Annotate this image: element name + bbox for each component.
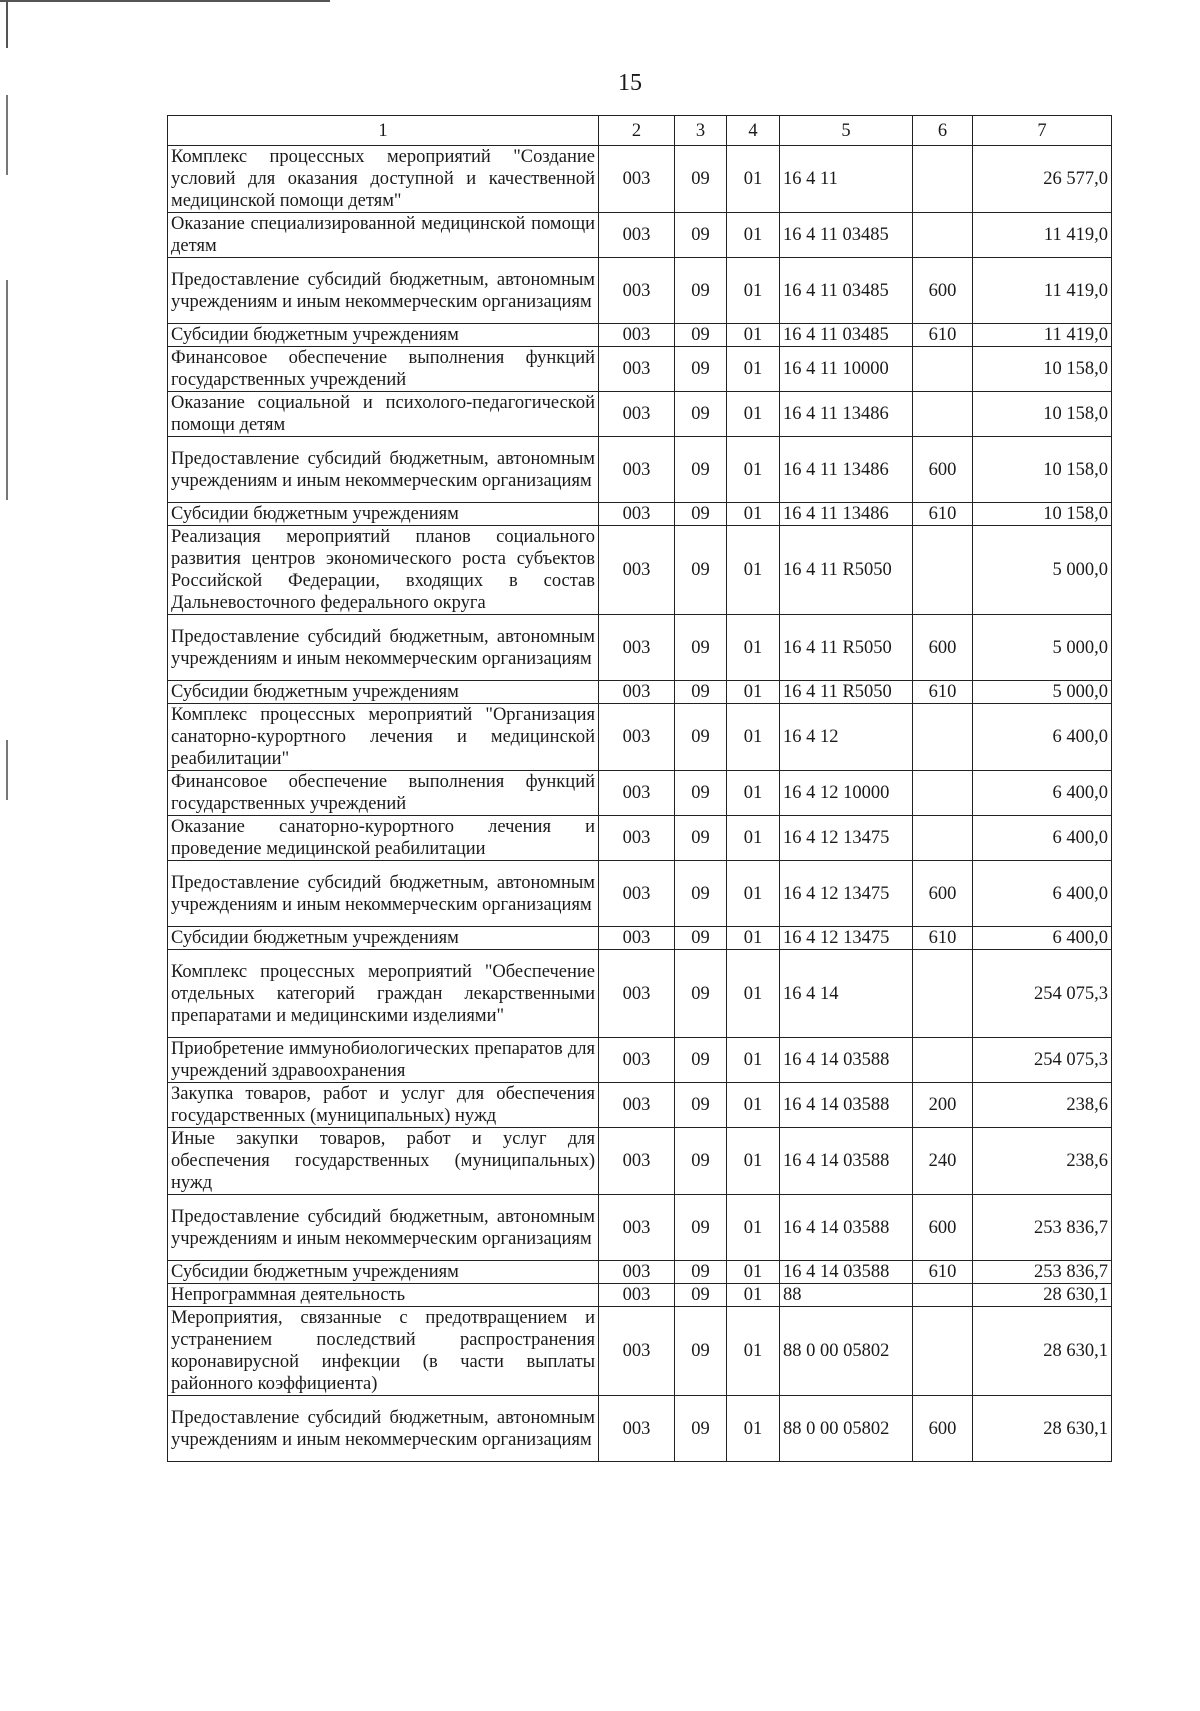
- cell-admin-code: 003: [599, 258, 675, 324]
- cell-admin-code: 003: [599, 1195, 675, 1261]
- cell-amount: 10 158,0: [973, 392, 1112, 437]
- cell-section: 09: [675, 927, 727, 950]
- cell-target-article: 16 4 11 03485: [780, 213, 913, 258]
- cell-admin-code: 003: [599, 503, 675, 526]
- row-description: Субсидии бюджетным учреждениям: [168, 681, 599, 704]
- table-row: [168, 392, 1112, 437]
- row-description: Оказание социальной и психолого-педагогической помощи детям: [168, 392, 599, 437]
- cell-expense-type: 610: [913, 927, 973, 950]
- cell-subsection: 01: [727, 1038, 780, 1083]
- cell-expense-type: 600: [913, 615, 973, 681]
- row-description: Комплекс процессных мероприятий "Создание условий для оказания доступной и качественной медицинской помощи детям": [168, 146, 599, 213]
- cell-section: 09: [675, 213, 727, 258]
- cell-admin-code: 003: [599, 927, 675, 950]
- cell-expense-type: 610: [913, 503, 973, 526]
- row-description: Предоставление субсидий бюджетным, автономным учреждениям и иным некоммерческим организациям: [168, 437, 599, 503]
- cell-subsection: 01: [727, 927, 780, 950]
- cell-amount: 28 630,1: [973, 1284, 1112, 1307]
- cell-section: 09: [675, 1396, 727, 1462]
- table-row: [168, 1195, 1112, 1261]
- cell-subsection: 01: [727, 771, 780, 816]
- cell-section: 09: [675, 503, 727, 526]
- cell-section: 09: [675, 437, 727, 503]
- cell-amount: 5 000,0: [973, 615, 1112, 681]
- cell-subsection: 01: [727, 1128, 780, 1195]
- scan-artifact-top: [0, 0, 330, 5]
- cell-section: 09: [675, 771, 727, 816]
- column-header: 4: [727, 116, 780, 146]
- cell-target-article: 88 0 00 05802: [780, 1307, 913, 1396]
- cell-target-article: 16 4 12 13475: [780, 927, 913, 950]
- table-row: [168, 1083, 1112, 1128]
- cell-section: 09: [675, 615, 727, 681]
- row-description: Субсидии бюджетным учреждениям: [168, 1261, 599, 1284]
- cell-subsection: 01: [727, 258, 780, 324]
- cell-section: 09: [675, 324, 727, 347]
- table-row: [168, 437, 1112, 503]
- column-header: 2: [599, 116, 675, 146]
- cell-target-article: 16 4 11 13486: [780, 392, 913, 437]
- cell-target-article: 16 4 12: [780, 704, 913, 771]
- table-row: [168, 1128, 1112, 1195]
- cell-section: 09: [675, 1261, 727, 1284]
- table-row: [168, 1261, 1112, 1284]
- cell-expense-type: [913, 146, 973, 213]
- table-row: [168, 503, 1112, 526]
- row-description: Иные закупки товаров, работ и услуг для обеспечения государственных (муниципальных) нужд: [168, 1128, 599, 1195]
- cell-subsection: 01: [727, 324, 780, 347]
- row-description: Предоставление субсидий бюджетным, автономным учреждениям и иным некоммерческим организациям: [168, 258, 599, 324]
- cell-amount: 238,6: [973, 1128, 1112, 1195]
- row-description: Мероприятия, связанные с предотвращением и устранением последствий распространения коронавирусной инфекции (в части выплаты районного коэффициента): [168, 1307, 599, 1396]
- cell-expense-type: [913, 704, 973, 771]
- cell-expense-type: 600: [913, 258, 973, 324]
- cell-subsection: 01: [727, 1083, 780, 1128]
- scan-artifact-mark: [6, 95, 8, 175]
- cell-subsection: 01: [727, 1284, 780, 1307]
- cell-subsection: 01: [727, 950, 780, 1038]
- cell-target-article: 88 0 00 05802: [780, 1396, 913, 1462]
- column-header: 3: [675, 116, 727, 146]
- table-row: [168, 1307, 1112, 1396]
- budget-table: [167, 115, 1112, 1462]
- column-header: 6: [913, 116, 973, 146]
- cell-subsection: 01: [727, 437, 780, 503]
- cell-subsection: 01: [727, 615, 780, 681]
- cell-amount: 26 577,0: [973, 146, 1112, 213]
- cell-amount: 11 419,0: [973, 258, 1112, 324]
- cell-target-article: 16 4 14 03588: [780, 1195, 913, 1261]
- cell-admin-code: 003: [599, 324, 675, 347]
- row-description: Оказание санаторно-курортного лечения и проведение медицинской реабилитации: [168, 816, 599, 861]
- row-description: Финансовое обеспечение выполнения функций государственных учреждений: [168, 771, 599, 816]
- cell-amount: 11 419,0: [973, 324, 1112, 347]
- row-description: Предоставление субсидий бюджетным, автономным учреждениям и иным некоммерческим организациям: [168, 1396, 599, 1462]
- cell-target-article: 16 4 11 10000: [780, 347, 913, 392]
- cell-admin-code: 003: [599, 861, 675, 927]
- cell-subsection: 01: [727, 1261, 780, 1284]
- cell-admin-code: 003: [599, 526, 675, 615]
- cell-amount: 6 400,0: [973, 704, 1112, 771]
- cell-section: 09: [675, 146, 727, 213]
- cell-section: 09: [675, 681, 727, 704]
- cell-target-article: 16 4 11 13486: [780, 437, 913, 503]
- table-row: [168, 615, 1112, 681]
- cell-admin-code: 003: [599, 347, 675, 392]
- cell-amount: 6 400,0: [973, 771, 1112, 816]
- cell-amount: 253 836,7: [973, 1261, 1112, 1284]
- cell-target-article: 16 4 14 03588: [780, 1083, 913, 1128]
- row-description: Предоставление субсидий бюджетным, автономным учреждениям и иным некоммерческим организациям: [168, 1195, 599, 1261]
- column-header: 1: [168, 116, 599, 146]
- table-header-row: [168, 116, 1112, 146]
- cell-target-article: 16 4 12 10000: [780, 771, 913, 816]
- page-number: 15: [618, 70, 642, 96]
- cell-admin-code: 003: [599, 615, 675, 681]
- cell-section: 09: [675, 1083, 727, 1128]
- cell-admin-code: 003: [599, 816, 675, 861]
- table-row: [168, 950, 1112, 1038]
- cell-section: 09: [675, 1284, 727, 1307]
- cell-admin-code: 003: [599, 1284, 675, 1307]
- cell-expense-type: [913, 392, 973, 437]
- cell-admin-code: 003: [599, 771, 675, 816]
- row-description: Оказание специализированной медицинской помощи детям: [168, 213, 599, 258]
- cell-amount: 238,6: [973, 1083, 1112, 1128]
- cell-admin-code: 003: [599, 146, 675, 213]
- cell-admin-code: 003: [599, 1307, 675, 1396]
- table-row: [168, 347, 1112, 392]
- cell-target-article: 16 4 11 03485: [780, 258, 913, 324]
- cell-expense-type: 600: [913, 1396, 973, 1462]
- cell-admin-code: 003: [599, 1128, 675, 1195]
- table-row: [168, 324, 1112, 347]
- cell-target-article: 16 4 11 13486: [780, 503, 913, 526]
- cell-admin-code: 003: [599, 1038, 675, 1083]
- cell-amount: 253 836,7: [973, 1195, 1112, 1261]
- cell-section: 09: [675, 392, 727, 437]
- table-row: [168, 146, 1112, 213]
- cell-expense-type: [913, 347, 973, 392]
- cell-subsection: 01: [727, 347, 780, 392]
- table-row: [168, 681, 1112, 704]
- cell-target-article: 16 4 11: [780, 146, 913, 213]
- cell-admin-code: 003: [599, 681, 675, 704]
- table-row: [168, 771, 1112, 816]
- cell-section: 09: [675, 1128, 727, 1195]
- cell-amount: 254 075,3: [973, 1038, 1112, 1083]
- cell-section: 09: [675, 526, 727, 615]
- cell-target-article: 16 4 14 03588: [780, 1038, 913, 1083]
- row-description: Субсидии бюджетным учреждениям: [168, 927, 599, 950]
- cell-admin-code: 003: [599, 1396, 675, 1462]
- cell-section: 09: [675, 1038, 727, 1083]
- cell-target-article: 16 4 14 03588: [780, 1128, 913, 1195]
- cell-expense-type: [913, 213, 973, 258]
- row-description: Финансовое обеспечение выполнения функций государственных учреждений: [168, 347, 599, 392]
- column-header: 7: [973, 116, 1112, 146]
- cell-target-article: 16 4 11 03485: [780, 324, 913, 347]
- cell-expense-type: 610: [913, 324, 973, 347]
- cell-section: 09: [675, 950, 727, 1038]
- cell-expense-type: [913, 526, 973, 615]
- row-description: Предоставление субсидий бюджетным, автономным учреждениям и иным некоммерческим организациям: [168, 861, 599, 927]
- cell-subsection: 01: [727, 704, 780, 771]
- cell-amount: 28 630,1: [973, 1307, 1112, 1396]
- row-description: Реализация мероприятий планов социального развития центров экономического роста субъектов Российской Федерации, входящих в состав Дальневосточного федерального округа: [168, 526, 599, 615]
- table-row: [168, 213, 1112, 258]
- cell-subsection: 01: [727, 1307, 780, 1396]
- cell-section: 09: [675, 704, 727, 771]
- cell-amount: 6 400,0: [973, 861, 1112, 927]
- row-description: Закупка товаров, работ и услуг для обеспечения государственных (муниципальных) нужд: [168, 1083, 599, 1128]
- cell-target-article: 16 4 11 R5050: [780, 681, 913, 704]
- cell-subsection: 01: [727, 392, 780, 437]
- cell-section: 09: [675, 816, 727, 861]
- cell-admin-code: 003: [599, 704, 675, 771]
- cell-expense-type: 600: [913, 861, 973, 927]
- cell-expense-type: 200: [913, 1083, 973, 1128]
- row-description: Предоставление субсидий бюджетным, автономным учреждениям и иным некоммерческим организациям: [168, 615, 599, 681]
- cell-subsection: 01: [727, 503, 780, 526]
- cell-amount: 5 000,0: [973, 681, 1112, 704]
- row-description: Комплекс процессных мероприятий "Обеспечение отдельных категорий граждан лекарственными препаратами и медицинскими изделиями": [168, 950, 599, 1038]
- cell-subsection: 01: [727, 146, 780, 213]
- scan-artifact-left: [6, 0, 8, 48]
- cell-amount: 10 158,0: [973, 503, 1112, 526]
- cell-amount: 254 075,3: [973, 950, 1112, 1038]
- row-description: Непрограммная деятельность: [168, 1284, 599, 1307]
- cell-amount: 5 000,0: [973, 526, 1112, 615]
- table-row: [168, 526, 1112, 615]
- cell-target-article: 16 4 12 13475: [780, 816, 913, 861]
- table-row: [168, 1396, 1112, 1462]
- cell-amount: 11 419,0: [973, 213, 1112, 258]
- cell-expense-type: [913, 1307, 973, 1396]
- table-row: [168, 816, 1112, 861]
- cell-admin-code: 003: [599, 437, 675, 503]
- cell-expense-type: [913, 950, 973, 1038]
- cell-subsection: 01: [727, 526, 780, 615]
- cell-amount: 6 400,0: [973, 816, 1112, 861]
- cell-expense-type: 600: [913, 1195, 973, 1261]
- cell-subsection: 01: [727, 213, 780, 258]
- cell-admin-code: 003: [599, 1261, 675, 1284]
- cell-target-article: 16 4 11 R5050: [780, 526, 913, 615]
- table-row: [168, 927, 1112, 950]
- row-description: Приобретение иммунобиологических препаратов для учреждений здравоохранения: [168, 1038, 599, 1083]
- cell-target-article: 16 4 14 03588: [780, 1261, 913, 1284]
- cell-target-article: 16 4 14: [780, 950, 913, 1038]
- table-row: [168, 258, 1112, 324]
- table-row: [168, 1284, 1112, 1307]
- cell-target-article: 88: [780, 1284, 913, 1307]
- cell-expense-type: [913, 1284, 973, 1307]
- table-row: [168, 861, 1112, 927]
- cell-amount: 6 400,0: [973, 927, 1112, 950]
- cell-admin-code: 003: [599, 392, 675, 437]
- cell-section: 09: [675, 258, 727, 324]
- cell-expense-type: 610: [913, 681, 973, 704]
- scan-artifact-mark: [6, 740, 8, 800]
- row-description: Субсидии бюджетным учреждениям: [168, 324, 599, 347]
- column-header: 5: [780, 116, 913, 146]
- cell-amount: 10 158,0: [973, 347, 1112, 392]
- cell-expense-type: [913, 771, 973, 816]
- cell-admin-code: 003: [599, 1083, 675, 1128]
- cell-expense-type: 240: [913, 1128, 973, 1195]
- table-row: [168, 1038, 1112, 1083]
- cell-subsection: 01: [727, 816, 780, 861]
- cell-admin-code: 003: [599, 213, 675, 258]
- cell-subsection: 01: [727, 861, 780, 927]
- cell-subsection: 01: [727, 681, 780, 704]
- cell-section: 09: [675, 861, 727, 927]
- cell-admin-code: 003: [599, 950, 675, 1038]
- cell-expense-type: [913, 816, 973, 861]
- row-description: Субсидии бюджетным учреждениям: [168, 503, 599, 526]
- cell-expense-type: 600: [913, 437, 973, 503]
- scan-artifact-mark: [6, 280, 8, 500]
- cell-subsection: 01: [727, 1396, 780, 1462]
- table-row: [168, 704, 1112, 771]
- cell-subsection: 01: [727, 1195, 780, 1261]
- cell-section: 09: [675, 1307, 727, 1396]
- cell-expense-type: [913, 1038, 973, 1083]
- cell-amount: 28 630,1: [973, 1396, 1112, 1462]
- cell-target-article: 16 4 12 13475: [780, 861, 913, 927]
- cell-section: 09: [675, 1195, 727, 1261]
- cell-amount: 10 158,0: [973, 437, 1112, 503]
- row-description: Комплекс процессных мероприятий "Организация санаторно-курортного лечения и медицинской реабилитации": [168, 704, 599, 771]
- cell-section: 09: [675, 347, 727, 392]
- cell-target-article: 16 4 11 R5050: [780, 615, 913, 681]
- cell-expense-type: 610: [913, 1261, 973, 1284]
